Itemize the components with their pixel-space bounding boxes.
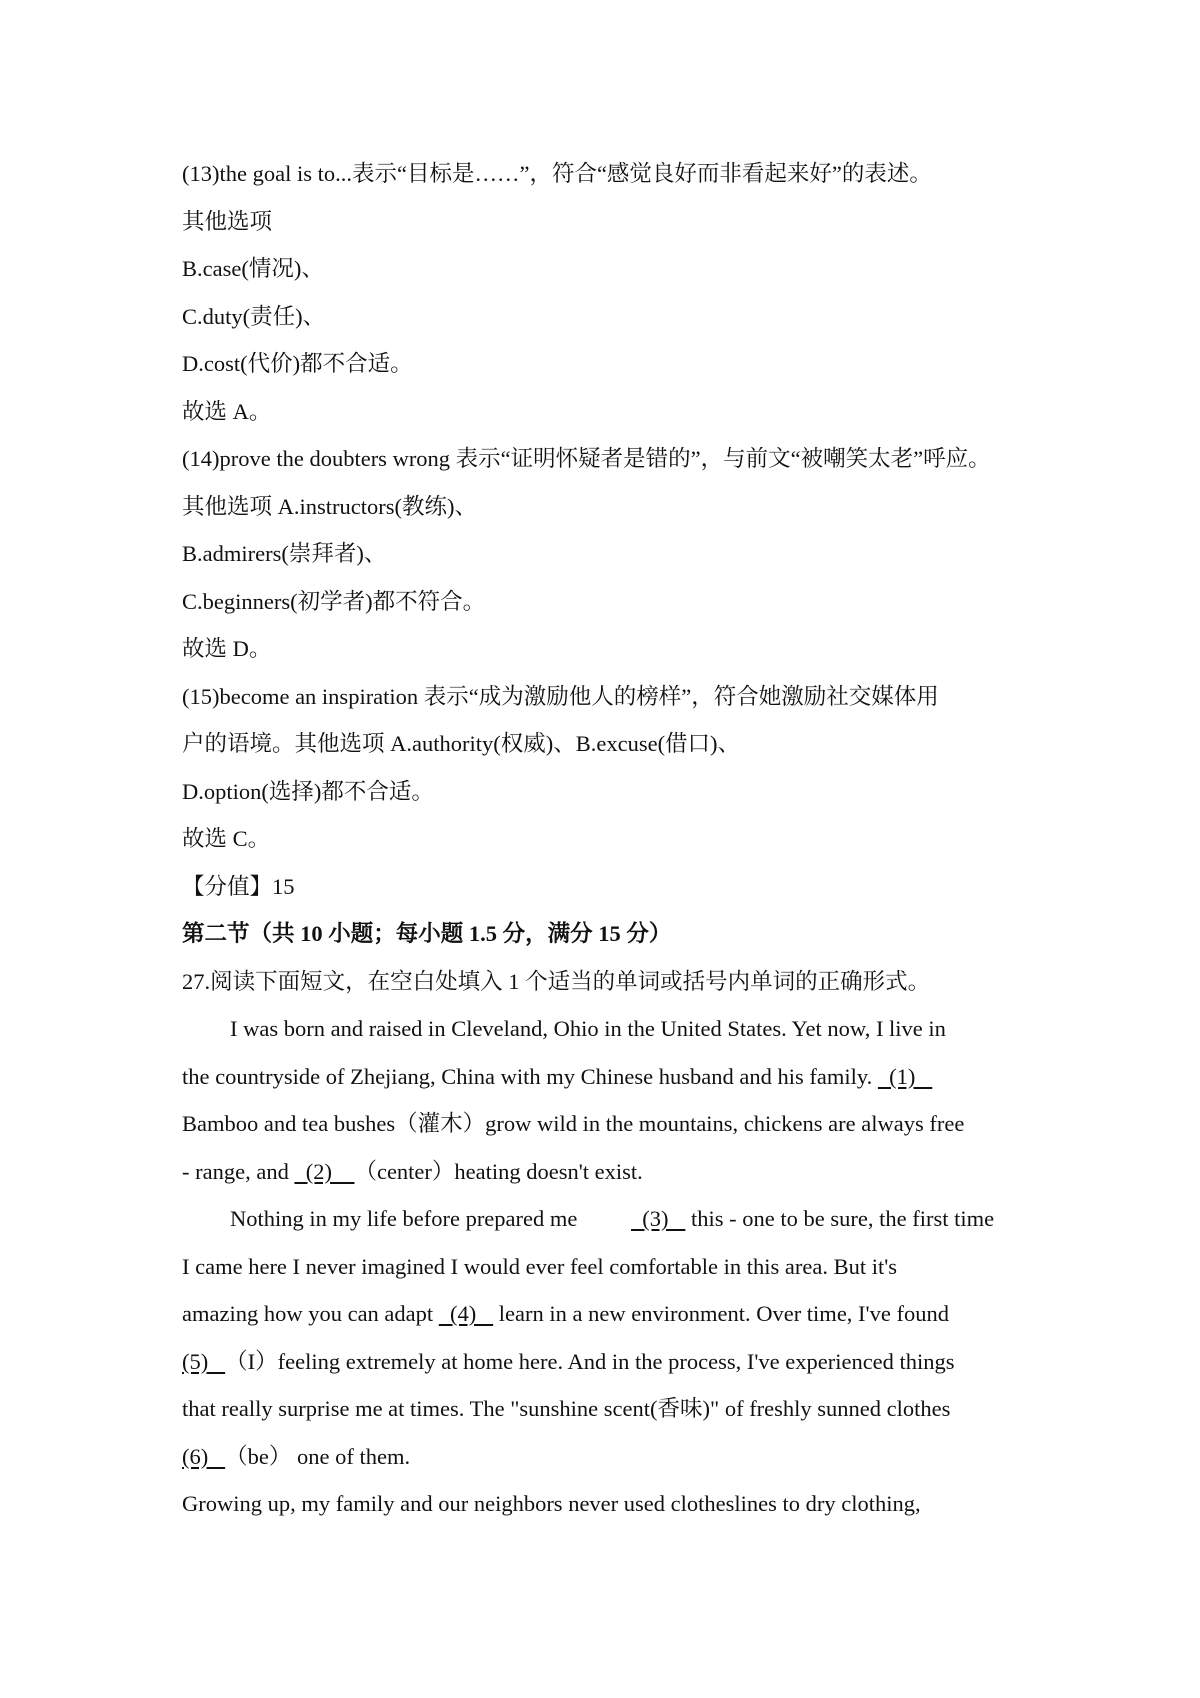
passage-line: [182, 1053, 1062, 1101]
passage-text: learn in a new environment. Over time, I've found: [493, 1301, 949, 1326]
section-heading: 第二节（共 10 小题；每小题 1.5 分，满分 15 分）: [182, 921, 672, 946]
passage-text: amazing how you can adapt: [182, 1301, 439, 1326]
analysis-q14-option-c: C.beginners(初学者)都不符合。: [182, 588, 486, 614]
passage-line: [182, 1148, 1062, 1196]
passage-line: Growing up, my family and our neighbors never used clotheslines to dry clothing,: [182, 1491, 921, 1516]
blank-1: (1): [877, 1063, 933, 1089]
document-body: [182, 150, 1062, 1528]
score-label: 【分值】15: [182, 873, 295, 899]
blank-5: (5): [182, 1348, 226, 1374]
passage-line: that really surprise me at times. The "sunshine scent(香味)" of freshly sunned clothes: [182, 1396, 951, 1421]
passage-text: this - one to be sure, the first time: [685, 1206, 995, 1231]
passage-text: （be） one of them.: [225, 1443, 411, 1469]
passage-text: （I）feeling extremely at home here. And in the process, I've experienced things: [225, 1348, 955, 1374]
analysis-q13-option-b: B.case(情况)、: [182, 256, 324, 281]
passage-line: Bamboo and tea bushes（灌木）grow wild in the mountains, chickens are always free: [182, 1111, 965, 1136]
analysis-q13-option-d: D.cost(代价)都不合适。: [182, 351, 413, 376]
passage-line: I was born and raised in Cleveland, Ohio in the United States. Yet now, I live in: [230, 1016, 946, 1041]
analysis-q13: (13)the goal is to...表示“目标是……”，符合“感觉良好而非看起来好”的表述。: [182, 161, 932, 186]
analysis-q13-answer: 故选 A。: [182, 398, 272, 424]
analysis-q14-option-b: B.admirers(崇拜者)、: [182, 541, 387, 566]
question-instruction: 27.阅读下面短文，在空白处填入 1 个适当的单词或括号内单词的正确形式。: [182, 968, 931, 994]
analysis-q14-answer: 故选 D。: [182, 636, 272, 661]
blank-6: (6): [182, 1443, 226, 1469]
passage-text: Nothing in my life before prepared me: [230, 1206, 584, 1231]
passage-line: [182, 1338, 1062, 1386]
analysis-q14: (14)prove the doubters wrong 表示“证明怀疑者是错的”，与前文“被嘲笑太老”呼应。: [182, 446, 991, 471]
passage-line: [182, 1195, 1062, 1243]
analysis-q15-option-d: D.option(选择)都不合适。: [182, 778, 434, 804]
blank-3: (3): [631, 1206, 686, 1231]
passage-text: （center）heating doesn't exist.: [354, 1158, 643, 1184]
analysis-q13-option-c: C.duty(责任)、: [182, 303, 326, 329]
analysis-q13-others-label: 其他选项: [182, 208, 273, 234]
passage-line: [182, 1290, 1062, 1338]
analysis-q15-line-2: 户的语境。其他选项 A.authority(权威)、B.excuse(借口)、: [182, 731, 741, 756]
blank-4: (4): [438, 1301, 494, 1326]
passage-text: the countryside of Zhejiang, China with my Chinese husband and his family.: [182, 1063, 878, 1089]
passage-line: [182, 1433, 1062, 1481]
analysis-q15-answer: 故选 C。: [182, 826, 271, 851]
passage-text: - range, and: [182, 1158, 295, 1184]
analysis-q14-option-a: 其他选项 A.instructors(教练)、: [182, 493, 477, 519]
passage-line: I came here I never imagined I would ever feel comfortable in this area. But it's: [182, 1253, 898, 1279]
blank-2: (2): [294, 1158, 355, 1184]
analysis-q15-line-1: (15)become an inspiration 表示“成为激励他人的榜样”，符合她激励社交媒体用: [182, 683, 939, 709]
